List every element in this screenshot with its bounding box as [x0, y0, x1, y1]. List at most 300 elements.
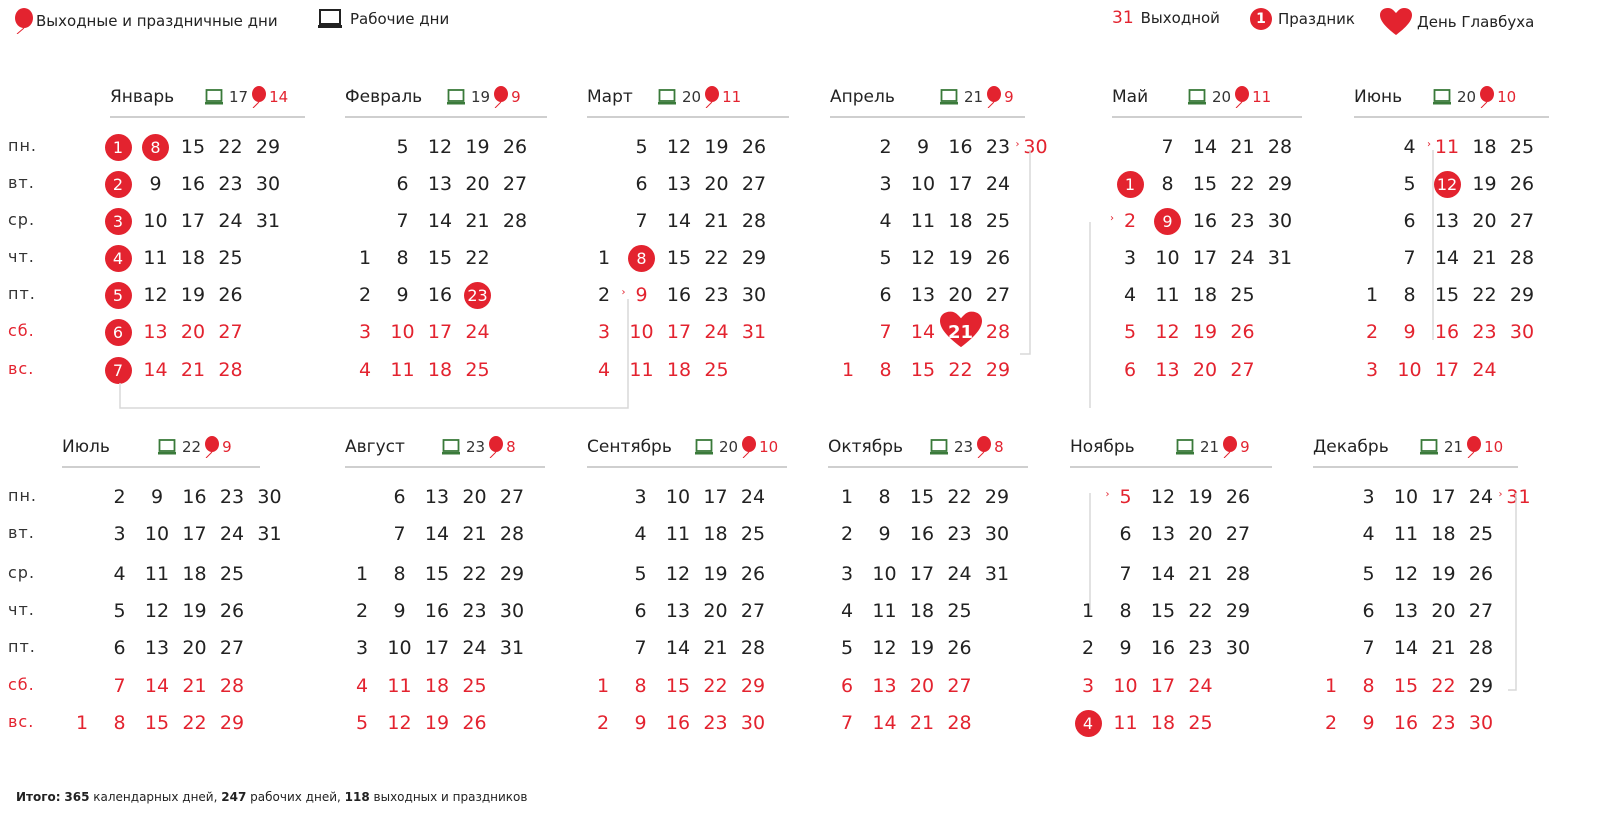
calendar-day: 8 [878, 486, 891, 508]
calendar-day: 26 [502, 136, 528, 158]
month-working-count: 17 [229, 88, 249, 106]
calendar-day: 16 [665, 712, 691, 734]
calendar-day: 29 [1225, 600, 1251, 622]
calendar-day: 17 [1431, 486, 1456, 508]
calendar-day: 3 [634, 486, 647, 508]
calendar-day: 2 [355, 600, 369, 622]
calendar-day: 18 [182, 563, 207, 585]
calendar-day: 28 [502, 210, 528, 232]
calendar-day: 8 [624, 243, 660, 273]
calendar-day: 7 [100, 355, 136, 385]
calendar-day: 18 [1150, 712, 1176, 734]
transfer-arrow-icon: › [1105, 489, 1110, 500]
month-working-count: 20 [682, 88, 702, 106]
calendar-day: 11 [1113, 712, 1138, 734]
transfer-arrow-icon: › [1110, 213, 1114, 224]
calendar-day: 29 [741, 247, 767, 269]
calendar-day: 20 [1431, 600, 1456, 622]
calendar-day: 22 [1188, 600, 1213, 622]
calendar-day: 3 [100, 206, 136, 236]
calendar-day: 13 [1150, 523, 1176, 545]
weekday-label: вт. [8, 173, 35, 192]
calendar-day: 9 [150, 486, 164, 508]
calendar-day: 12 [143, 284, 168, 306]
calendar-day: 16 [424, 600, 450, 622]
calendar-day: 31 [984, 563, 1010, 585]
calendar-day: 19 [1188, 486, 1213, 508]
calendar-day: 23 [218, 173, 243, 195]
calendar-day: 12 [1429, 169, 1465, 199]
calendar-day: 25 [704, 359, 729, 381]
legend-weekend-holidays-label: Выходные и праздничные дни [36, 12, 278, 30]
calendar-day: 20 [1192, 359, 1218, 381]
legend-holiday-sample: 1 [1250, 8, 1272, 30]
calendar-day: 24 [465, 321, 490, 343]
calendar-day: 15 [665, 675, 691, 697]
calendar-day: 21 [1431, 637, 1456, 659]
calendar-day: 22 [947, 486, 972, 508]
calendar-day: 23 [460, 280, 496, 310]
month-name: Июль [62, 437, 110, 457]
calendar-day: 2 [597, 284, 611, 306]
month-working-count: 20 [719, 438, 739, 456]
legend-weekend-sample: 31 [1112, 8, 1134, 28]
calendar-day: 28 [947, 712, 972, 734]
calendar-day: 28 [1225, 563, 1251, 585]
calendar-day: 9 [149, 173, 162, 195]
calendar-day: 16 [666, 284, 692, 306]
calendar-day: 3 [597, 321, 611, 343]
calendar-day: 15 [1150, 600, 1176, 622]
calendar-day: 18 [1431, 523, 1456, 545]
weekday-label: чт. [8, 247, 35, 266]
footer-label: Итого: [16, 790, 61, 804]
calendar-day: 1 [1081, 600, 1095, 622]
calendar-day: 7 [1403, 247, 1416, 269]
month-off-count: 9 [511, 88, 521, 106]
footer-working-days: 247 [221, 790, 247, 804]
footer-working-days-text: рабочих дней, [250, 790, 341, 804]
calendar-day: 6 [840, 675, 854, 697]
calendar-day: 15 [424, 563, 450, 585]
calendar-day: 9 [1150, 206, 1186, 236]
month-name: Декабрь [1313, 437, 1389, 457]
calendar-day: 13 [143, 321, 168, 343]
calendar-day: 3 [355, 637, 369, 659]
calendar-day: 27 [1509, 210, 1535, 232]
calendar-day: 3 [1081, 675, 1095, 697]
calendar-day: 18 [666, 359, 692, 381]
calendar-day: 26 [740, 563, 766, 585]
weekday-label: пт. [8, 637, 36, 656]
calendar-day: 22 [703, 675, 728, 697]
month-off-count: 10 [759, 438, 779, 456]
calendar-day: 17 [948, 173, 973, 195]
calendar-day: 11 [910, 210, 936, 232]
calendar-day: 4 [358, 359, 372, 381]
calendar-day: 8 [113, 712, 126, 734]
calendar-day: 23 [1431, 712, 1456, 734]
calendar-day: 11 [143, 247, 168, 269]
calendar-day: 1 [355, 563, 369, 585]
calendar-day: 11 [144, 563, 170, 585]
calendar-day: 23 [947, 523, 972, 545]
calendar-day: 30 [499, 600, 525, 622]
calendar-day: 28 [1468, 637, 1494, 659]
calendar-day: 2 [113, 486, 126, 508]
calendar-day: 9 [393, 600, 406, 622]
calendar-day: 24 [1230, 247, 1255, 269]
calendar-day: 12 [872, 637, 897, 659]
calendar-day: 19 [948, 247, 973, 269]
calendar-day: 11 [390, 359, 415, 381]
calendar-day: 27 [1225, 523, 1251, 545]
legend-weekend-label: Выходной [1140, 9, 1220, 27]
month-off-count: 9 [222, 438, 232, 456]
calendar-day: 14 [910, 321, 936, 343]
calendar-day: 28 [741, 210, 767, 232]
calendar-day: 25 [465, 359, 490, 381]
calendar-day: 21 [462, 523, 487, 545]
calendar-day: 26 [947, 637, 972, 659]
calendar-day: 30 [984, 523, 1010, 545]
calendar-day: 22 [1230, 173, 1255, 195]
calendar-day: 2 [596, 712, 610, 734]
calendar-day: 30 [1468, 712, 1494, 734]
month-name: Сентябрь [587, 437, 672, 457]
calendar-day: 27 [499, 486, 525, 508]
calendar-day: 6 [634, 600, 647, 622]
calendar-day: 17 [1192, 247, 1218, 269]
calendar-day: 19 [182, 600, 207, 622]
calendar-day: 21 [943, 317, 979, 347]
calendar-day: 21 [909, 712, 935, 734]
calendar-day: 16 [1192, 210, 1218, 232]
calendar-day: 6 [100, 317, 136, 347]
calendar-day: 2 [1123, 210, 1137, 232]
calendar-day: 8 [393, 563, 406, 585]
calendar-day: 18 [180, 247, 206, 269]
calendar-day: 19 [703, 563, 728, 585]
footer-summary [16, 790, 527, 804]
calendar-day: 30 [741, 284, 767, 306]
calendar-day: 7 [396, 210, 409, 232]
calendar-day: 8 [396, 247, 409, 269]
calendar-day: 2 [840, 523, 854, 545]
calendar-day: 24 [704, 321, 729, 343]
calendar-day: 2 [100, 169, 136, 199]
calendar-day: 4 [1070, 708, 1106, 738]
calendar-day: 28 [1509, 247, 1535, 269]
calendar-day: 7 [634, 637, 647, 659]
month-name: Март [587, 87, 633, 107]
calendar-day: 24 [947, 563, 972, 585]
month-off-count: 10 [1484, 438, 1504, 456]
calendar-day: 21 [182, 675, 207, 697]
calendar-day: 19 [1472, 173, 1497, 195]
calendar-day: 3 [358, 321, 372, 343]
calendar-day: 27 [740, 600, 766, 622]
calendar-day: 28 [985, 321, 1011, 343]
calendar-day: 9 [916, 136, 930, 158]
calendar-day: 10 [665, 486, 691, 508]
calendar-day: 12 [427, 136, 453, 158]
calendar-day: 9 [1362, 712, 1375, 734]
calendar-day: 25 [1509, 136, 1535, 158]
calendar-day: 13 [1155, 359, 1180, 381]
calendar-day: 7 [879, 321, 892, 343]
calendar-day: 10 [1155, 247, 1180, 269]
calendar-day: 13 [424, 486, 450, 508]
calendar-day: 18 [948, 210, 973, 232]
calendar-day: 5 [1123, 321, 1137, 343]
calendar-day: 6 [1362, 600, 1375, 622]
calendar-day: 11 [872, 600, 897, 622]
calendar-day: 29 [219, 712, 245, 734]
calendar-day: 23 [985, 136, 1011, 158]
calendar-day: 25 [462, 675, 487, 697]
calendar-day: 27 [219, 637, 245, 659]
calendar-day: 22 [704, 247, 729, 269]
calendar-day: 18 [703, 523, 728, 545]
calendar-day: 6 [1123, 359, 1137, 381]
calendar-day: 21 [180, 359, 206, 381]
calendar-day: 1 [358, 247, 372, 269]
calendar-day: 12 [666, 136, 692, 158]
weekday-label: вс. [8, 359, 35, 378]
calendar-day: 17 [1434, 359, 1460, 381]
calendar-day: 8 [1362, 675, 1375, 697]
calendar-day: 10 [390, 321, 415, 343]
month-name: Май [1112, 87, 1149, 107]
calendar-day: 11 [629, 359, 654, 381]
calendar-day: 22 [182, 712, 207, 734]
month-off-count: 14 [269, 88, 289, 106]
calendar-day: 9 [1403, 321, 1416, 343]
calendar-day: 9 [396, 284, 409, 306]
calendar-day: 21 [1472, 247, 1497, 269]
month-off-count: 11 [722, 88, 742, 106]
calendar-day: 27 [741, 173, 767, 195]
calendar-day: 13 [427, 173, 453, 195]
calendar-day: 13 [1434, 210, 1460, 232]
calendar-day: 15 [144, 712, 170, 734]
calendar-day: 29 [1468, 675, 1494, 697]
month-name: Январь [110, 87, 175, 107]
calendar-day: 9 [1119, 637, 1132, 659]
calendar-day: 31 [257, 523, 282, 545]
calendar-day: 29 [499, 563, 525, 585]
calendar-day: 20 [180, 321, 206, 343]
calendar-day: 27 [947, 675, 972, 697]
calendar-day: 11 [665, 523, 691, 545]
transfer-arrow-icon: › [621, 287, 626, 298]
month-name: Август [345, 437, 405, 457]
calendar-day: 26 [1225, 486, 1251, 508]
calendar-day: 17 [180, 210, 206, 232]
calendar-day: 30 [1509, 321, 1535, 343]
calendar-day: 17 [1150, 675, 1176, 697]
calendar-day: 29 [255, 136, 281, 158]
calendar-day: 19 [909, 637, 935, 659]
calendar-day: 4 [1362, 523, 1375, 545]
calendar-day: 5 [100, 280, 136, 310]
calendar-day: 9 [635, 284, 648, 306]
calendar-day: 11 [1393, 523, 1419, 545]
calendar-day: 12 [665, 563, 691, 585]
calendar-day: 20 [462, 486, 487, 508]
legend-accountant-label: День Главбуха [1417, 13, 1535, 31]
calendar-day: 13 [872, 675, 897, 697]
calendar-day: 4 [634, 523, 647, 545]
calendar-day: 7 [1362, 637, 1375, 659]
calendar-day: 6 [1403, 210, 1416, 232]
calendar-day: 12 [1155, 321, 1180, 343]
calendar-day: 17 [666, 321, 692, 343]
calendar-day: 27 [502, 173, 528, 195]
calendar-day: 12 [387, 712, 412, 734]
calendar-day: 18 [1192, 284, 1218, 306]
calendar-day: 2 [1365, 321, 1379, 343]
calendar-day: 18 [424, 675, 450, 697]
month-off-count: 8 [994, 438, 1004, 456]
calendar-day: 6 [396, 173, 409, 195]
weekday-label: сб. [8, 675, 35, 694]
calendar-day: 3 [113, 523, 126, 545]
calendar-day: 23 [703, 712, 728, 734]
calendar-day: 20 [1472, 210, 1497, 232]
weekday-label: пт. [8, 284, 36, 303]
calendar-day: 8 [1161, 173, 1174, 195]
calendar-day: 11 [387, 675, 412, 697]
calendar-day: 24 [985, 173, 1011, 195]
calendar-day: 6 [1119, 523, 1132, 545]
calendar-day: 4 [879, 210, 892, 232]
calendar-day: 19 [704, 136, 729, 158]
month-off-count: 9 [1004, 88, 1014, 106]
calendar-day: 13 [144, 637, 170, 659]
calendar-day: 24 [1472, 359, 1497, 381]
calendar-day: 4 [840, 600, 854, 622]
calendar-day: 17 [427, 321, 453, 343]
footer-off-days: 118 [344, 790, 370, 804]
calendar-day: 5 [840, 637, 854, 659]
calendar-day: 28 [740, 637, 766, 659]
month-off-count: 10 [1497, 88, 1517, 106]
calendar-day: 22 [218, 136, 243, 158]
calendar-day: 2 [358, 284, 372, 306]
calendar-day: 23 [219, 486, 245, 508]
month-off-count: 11 [1252, 88, 1272, 106]
calendar-day: 30 [255, 173, 281, 195]
calendar-day: 8 [634, 675, 647, 697]
month-working-count: 21 [1200, 438, 1220, 456]
calendar-day: 30 [740, 712, 766, 734]
month-working-count: 20 [1212, 88, 1232, 106]
month-working-count: 19 [471, 88, 491, 106]
calendar-day: 5 [1362, 563, 1375, 585]
calendar-day: 3 [1365, 359, 1379, 381]
calendar-day: 24 [1188, 675, 1213, 697]
calendar-day: 7 [113, 675, 126, 697]
legend-working-days-label: Рабочие дни [350, 10, 450, 28]
calendar-day: 13 [666, 173, 692, 195]
calendar-day: 1 [841, 359, 855, 381]
calendar-day: 20 [909, 675, 935, 697]
calendar-day: 8 [138, 132, 174, 162]
calendar-day: 1 [100, 132, 136, 162]
footer-calendar-days: 365 [64, 790, 90, 804]
month-working-count: 23 [954, 438, 974, 456]
calendar-day: 29 [984, 486, 1010, 508]
calendar-day: 9 [878, 523, 891, 545]
calendar-day: 7 [393, 523, 406, 545]
calendar-day: 3 [1123, 247, 1137, 269]
weekday-label: ср. [8, 563, 36, 582]
calendar-day: 25 [219, 563, 245, 585]
calendar-day: 10 [1397, 359, 1422, 381]
calendar-day: 8 [879, 359, 892, 381]
calendar-day: 21 [1188, 563, 1213, 585]
weekday-label: вс. [8, 712, 35, 731]
calendar-day: 7 [840, 712, 854, 734]
calendar-day: 12 [910, 247, 936, 269]
calendar-day: 28 [499, 523, 525, 545]
calendar-day: 26 [462, 712, 487, 734]
calendar-day: 15 [1434, 284, 1460, 306]
calendar-day: 31 [499, 637, 525, 659]
calendar-day: 30 [1267, 210, 1293, 232]
calendar-day: 12 [1150, 486, 1176, 508]
calendar-day: 23 [1472, 321, 1497, 343]
legend-holiday-label: Праздник [1278, 10, 1355, 28]
month-working-count: 21 [1444, 438, 1464, 456]
calendar-day: 16 [1434, 321, 1460, 343]
calendar-day: 14 [666, 210, 692, 232]
calendar-day: 5 [1119, 486, 1132, 508]
calendar-day: 15 [1192, 173, 1218, 195]
calendar-day: 2 [1324, 712, 1338, 734]
calendar-day: 3 [1362, 486, 1375, 508]
calendar-day: 11 [1434, 136, 1460, 158]
calendar-day: 10 [143, 210, 168, 232]
calendar-day: 3 [840, 563, 854, 585]
calendar-day: 17 [424, 637, 450, 659]
calendar-day: 15 [910, 359, 936, 381]
calendar-day: 14 [1393, 637, 1419, 659]
calendar-day: 31 [1506, 486, 1531, 508]
calendar-day: 1 [75, 712, 89, 734]
calendar-day: 20 [1188, 523, 1213, 545]
calendar-day: 21 [1230, 136, 1255, 158]
calendar-day: 15 [1393, 675, 1419, 697]
calendar-day: 22 [948, 359, 973, 381]
calendar-day: 27 [1468, 600, 1494, 622]
calendar-day: 19 [180, 284, 206, 306]
weekday-label: ср. [8, 210, 36, 229]
calendar-day: 11 [1155, 284, 1180, 306]
calendar-day: 10 [387, 637, 412, 659]
month-name: Октябрь [828, 437, 904, 457]
weekday-label: чт. [8, 600, 35, 619]
calendar-day: 23 [1188, 637, 1213, 659]
weekday-label: сб. [8, 321, 35, 340]
calendar-day: 29 [1267, 173, 1293, 195]
calendar-day: 6 [635, 173, 648, 195]
calendar-day: 26 [1509, 173, 1535, 195]
calendar-day: 27 [985, 284, 1011, 306]
calendar-day: 28 [218, 359, 243, 381]
